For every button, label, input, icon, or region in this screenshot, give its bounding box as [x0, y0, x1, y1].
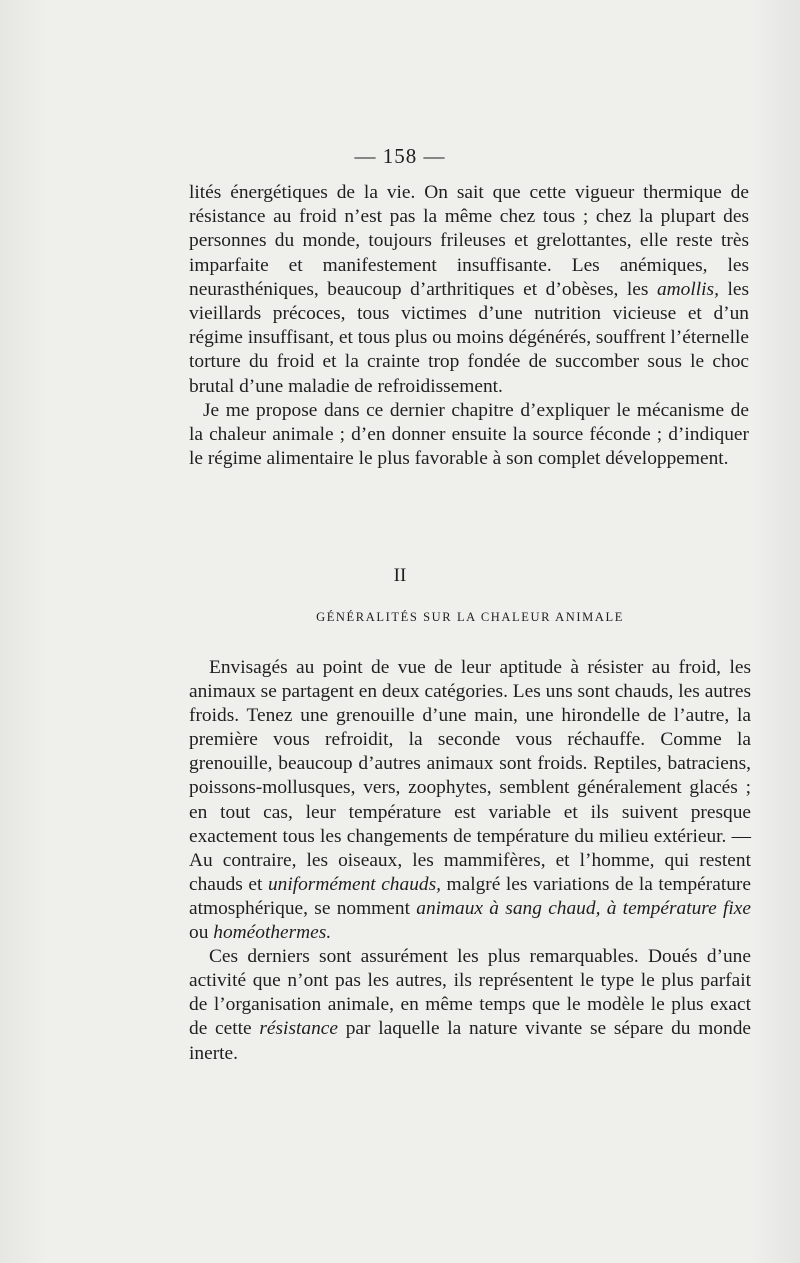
text-block-top: [189, 181, 749, 471]
paragraph-text: malgré les variations de la température atmosphérique, se nomment: [189, 873, 751, 919]
paragraph-text: Ces derniers sont assurément les plus remarquables. Doués d’une activité que n’ont pas les autres, ils représentent le type le plus parfait de l’organisation animale, en même temps que le modèle le plus exact de cette: [189, 946, 751, 1040]
paragraph-text: Envisagés au point de vue de leur aptitude à résister au froid, les animaux se partagent en deux catégories. Les uns sont chauds, les autres froids. Tenez une grenouille d’une main, une hirondelle de l’autre, la première vous refroidit, la seconde vous réchauffe. Comme la grenouille, beaucoup d’autres animaux sont froids. Reptiles, batraciens, poissons-mollusques, vers, zoophytes, semblent généralement glacés ; en tout cas, leur température est variable et ils suivent presque exactement tous les changements de température du milieu extérieur. — Au contraire, les oiseaux, les mammifères, et l’homme, qui restent chauds et: [189, 657, 751, 895]
paragraph-text: lités énergétiques de la vie. On sait que cette vigueur thermique de résistance au froid n’est pas la même chez tous ; chez la plupart des personnes du monde, toujours frileuses et grelottantes, elle reste très imparfaite et manifestement insuffisante. Les anémiques, les neurasthéniques, beaucoup d’arthritiques et d’obèses, les: [189, 182, 749, 300]
paragraph-text: ou: [189, 922, 214, 944]
paragraph-text-italic: résistance: [259, 1018, 338, 1040]
paragraph-text: par laquelle la nature vivante se sépare du monde inerte.: [189, 1018, 751, 1064]
paragraph-text-italic: animaux à sang chaud, à température fixe: [416, 897, 751, 919]
paragraph-top-1: [189, 181, 749, 399]
paragraph-text: les vieillards précoces, tous victimes d’une nutrition vicieuse et d’un régime insuffisant, et tous plus ou moins dégénérés, souffrent l’éternelle torture du froid et la crainte trop fondée de succomber sous le choc brutal d’une maladie de refroidissement.: [189, 278, 749, 397]
paragraph-text-italic: amollis,: [656, 278, 719, 300]
section-number: II: [393, 565, 407, 586]
paragraph-text-italic: homéothermes.: [213, 922, 332, 944]
text-block-bottom: [189, 656, 751, 1066]
page-number: — 158 —: [354, 144, 446, 168]
paragraph-bottom-1: [189, 656, 751, 945]
paragraph-text-italic: uniformément chauds,: [267, 873, 441, 895]
paragraph-text: Je me propose dans ce dernier chapitre d’expliquer le mécanisme de la chaleur animale ; d’en donner ensuite la source féconde ; d’indiquer le régime alimentaire le plus favorable à son complet développement.: [189, 399, 749, 470]
section-title: GÉNÉRALITÉS SUR LA CHALEUR ANIMALE: [316, 610, 624, 624]
paragraph-top-2: [189, 399, 749, 472]
paragraph-bottom-2: [189, 945, 751, 1065]
